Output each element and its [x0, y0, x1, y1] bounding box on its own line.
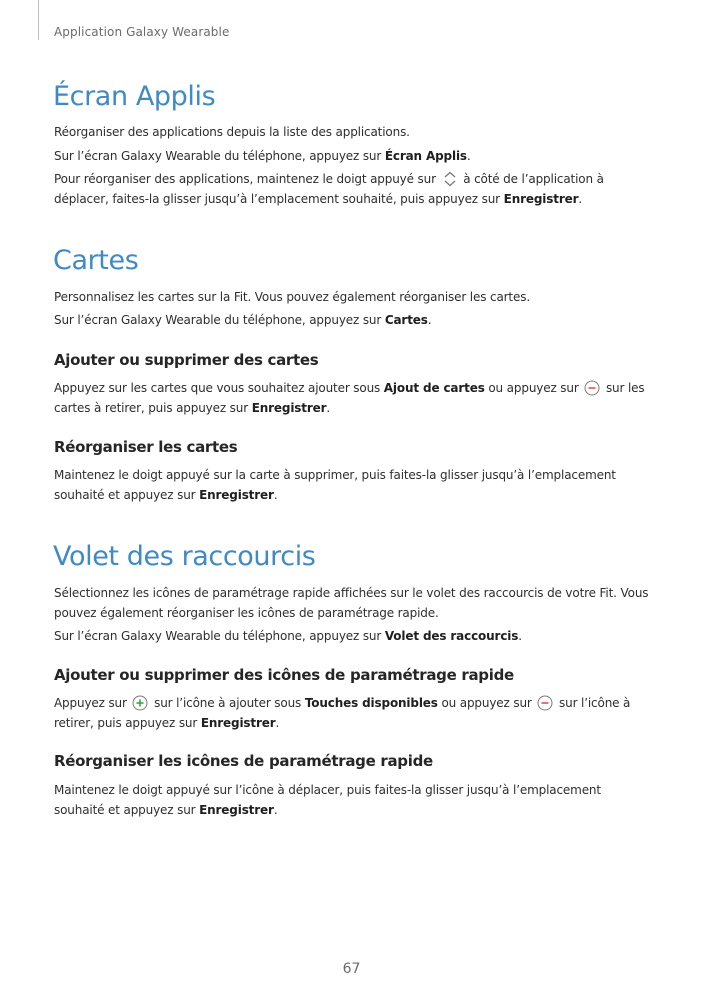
apps-intro-text — [54, 122, 654, 142]
cards-add-save-label: Enregistrer — [251, 401, 327, 415]
cards-add-pre: Appuyez sur les cartes que vous souhaitez ajouter sous — [54, 381, 384, 395]
cards-reorder-end: . — [273, 488, 278, 502]
cards-menu-label: Cartes — [384, 313, 428, 327]
apps-reorder-post: . — [578, 192, 583, 206]
shortcuts-add-mid1: sur l’icône à ajouter sous — [150, 696, 305, 710]
apps-instruction-pre: Sur l’écran Galaxy Wearable du téléphone, appuyez sur — [54, 149, 385, 163]
cards-reorder-save-label: Enregistrer — [199, 488, 274, 502]
shortcuts-reorder-end: . — [273, 803, 278, 817]
cards-add-mid: ou appuyez sur — [484, 381, 583, 395]
remove-circle-icon — [537, 695, 553, 711]
shortcuts-menu-label: Volet des raccourcis — [384, 629, 519, 643]
shortcuts-reorder-save-label: Enregistrer — [199, 803, 274, 817]
cards-instruction-pre: Sur l’écran Galaxy Wearable du téléphone, appuyez sur — [54, 313, 385, 327]
subtitle-add-shortcut-icons: Ajouter ou supprimer des icônes de paramétrage rapide — [54, 666, 514, 684]
shortcuts-add-save-label: Enregistrer — [200, 716, 276, 730]
apps-menu-label: Écran Applis — [384, 149, 467, 163]
shortcuts-add-mid2: ou appuyez sur — [437, 696, 536, 710]
cards-add-end: . — [326, 401, 331, 415]
apps-instruction-text — [54, 146, 654, 166]
apps-reorder-text — [54, 169, 654, 209]
shortcuts-intro-sentence: Sélectionnez les icônes de paramétrage rapide affichées sur le volet des raccourcis de votre Fit. Vous pouvez également réorganiser les icônes de paramétrage rapide. — [54, 586, 649, 620]
shortcuts-add-end: . — [275, 716, 280, 730]
shortcuts-instruction-text — [54, 626, 654, 646]
section-title-cards: Cartes — [53, 245, 139, 276]
apps-reorder-pre: Pour réorganiser des applications, maintenez le doigt appuyé sur — [54, 172, 440, 186]
apps-reorder-mid: à côté de l’application à déplacer, faites-la glisser jusqu’à l’emplacement souhaité, puis appuyez sur — [54, 172, 604, 206]
shortcuts-intro-text — [54, 583, 654, 623]
shortcuts-reorder-pre: Maintenez le doigt appuyé sur l’icône à déplacer, puis faites-la glisser jusqu’à l’emplacement souhaité et appuyez sur — [54, 783, 601, 817]
shortcuts-reorder-text — [54, 780, 614, 820]
reorder-arrows-icon — [442, 171, 458, 187]
shortcuts-add-post: sur l’icône à retirer, puis appuyez sur — [54, 696, 631, 730]
shortcuts-add-text — [54, 693, 654, 733]
cards-instruction-text — [54, 310, 654, 330]
shortcuts-add-pre: Appuyez sur — [54, 696, 131, 710]
subtitle-reorder-cards: Réorganiser les cartes — [54, 438, 238, 456]
header-title: Application Galaxy Wearable — [54, 25, 230, 39]
cards-add-post: sur les cartes à retirer, puis appuyez sur — [54, 381, 645, 415]
section-title-shortcuts: Volet des raccourcis — [53, 541, 316, 572]
add-circle-icon — [132, 695, 148, 711]
apps-intro-sentence: Réorganiser des applications depuis la liste des applications. — [54, 125, 410, 139]
subtitle-reorder-shortcut-icons: Réorganiser les icônes de paramétrage rapide — [54, 752, 433, 770]
cards-reorder-text — [54, 465, 654, 505]
apps-save-label: Enregistrer — [503, 192, 579, 206]
section-title-apps: Écran Applis — [53, 81, 216, 112]
apps-instruction-post: . — [466, 149, 471, 163]
shortcuts-instruction-post: . — [518, 629, 522, 643]
cards-intro-text — [54, 287, 654, 307]
shortcuts-instruction-pre: Sur l’écran Galaxy Wearable du téléphone, appuyez sur — [54, 629, 385, 643]
cards-intro-sentence: Personnalisez les cartes sur la Fit. Vous pouvez également réorganiser les cartes. — [54, 290, 530, 304]
subtitle-add-cards: Ajouter ou supprimer des cartes — [54, 351, 319, 369]
cards-add-text — [54, 378, 654, 418]
page-number: 67 — [342, 961, 361, 977]
cards-add-menu-label: Ajout de cartes — [383, 381, 485, 395]
remove-circle-icon — [584, 380, 600, 396]
cards-reorder-pre: Maintenez le doigt appuyé sur la carte à supprimer, puis faites-la glisser jusqu’à l’emplacement souhaité et appuyez sur — [54, 468, 616, 502]
header-divider — [38, 0, 39, 40]
cards-instruction-post: . — [427, 313, 432, 327]
shortcuts-available-label: Touches disponibles — [304, 696, 438, 710]
